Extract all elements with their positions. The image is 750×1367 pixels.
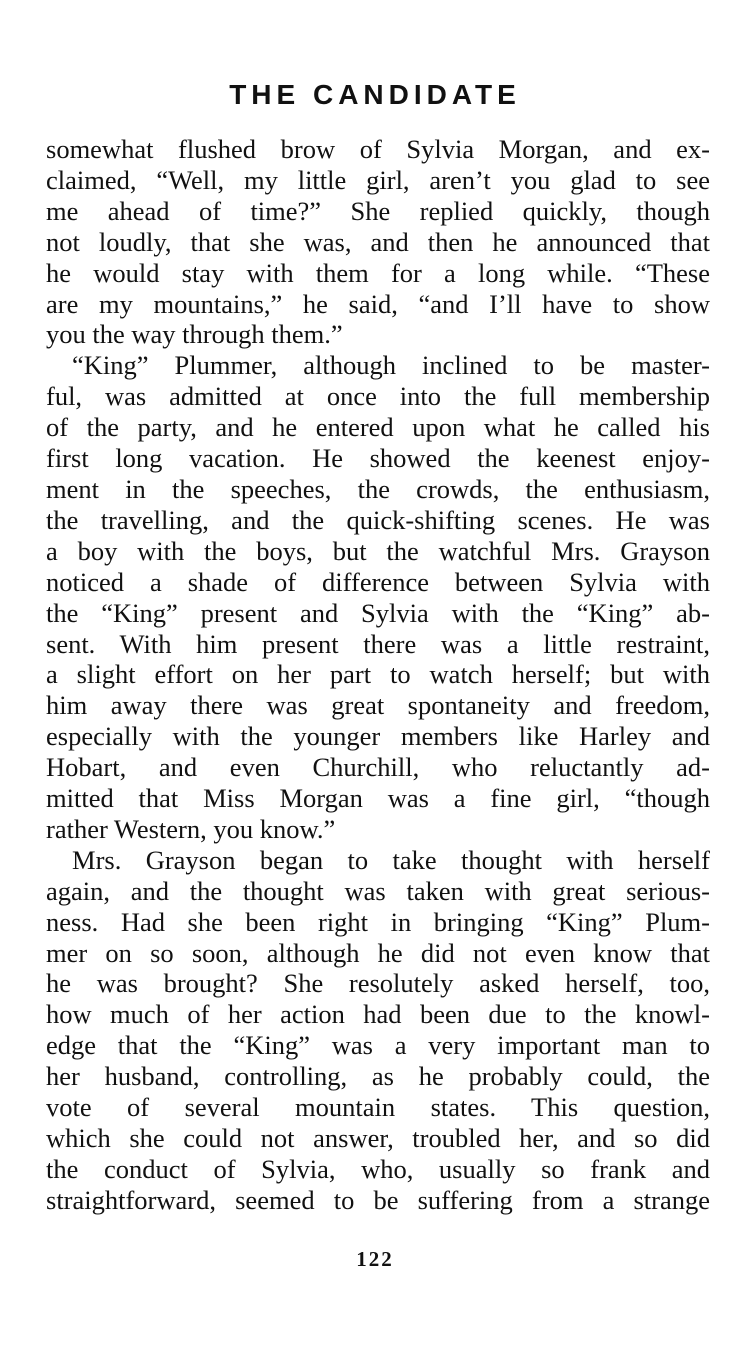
running-head: THE CANDIDATE	[229, 79, 521, 110]
text-line: which she could not answer, troubled her, and so did	[46, 1123, 710, 1153]
text-line: him away there was great spontaneity and freedom,	[46, 690, 710, 721]
text-line: of the party, and he entered upon what he called his	[46, 412, 710, 443]
text-line: me ahead of time?” She replied quickly, though	[46, 195, 710, 226]
text-line: a slight effort on her part to watch herself; but with	[46, 659, 710, 690]
text-line: are my mountains,” he said, “and I’ll have to show	[46, 288, 710, 319]
text-line: edge that the “King” was a very important man to	[46, 1030, 710, 1061]
text-line: again, and the thought was taken with great serious-	[46, 875, 710, 906]
page-number: 122	[356, 1247, 394, 1271]
text-line: he would stay with them for a long while. “These	[46, 257, 710, 288]
text-line: the conduct of Sylvia, who, usually so frank and	[46, 1153, 710, 1184]
text-line: ful, was admitted at once into the full membership	[46, 381, 710, 412]
text-line: mitted that Miss Morgan was a fine girl, “though	[46, 783, 710, 814]
text-line: especially with the younger members like Harley and	[46, 721, 710, 752]
text-line: Mrs. Grayson began to take thought with herself	[72, 844, 710, 875]
text-line: not loudly, that she was, and then he announced that	[46, 226, 710, 257]
text-line: somewhat flushed brow of Sylvia Morgan, and ex-	[46, 134, 710, 164]
text-line: first long vacation. He showed the keenest enjoy-	[46, 443, 710, 474]
text-line: straightforward, seemed to be suffering from a strange	[46, 1184, 710, 1215]
text-line: ness. Had she been right in bringing “King” Plum-	[46, 906, 710, 937]
text-line: he was brought? She resolutely asked herself, too,	[46, 968, 710, 999]
text-line: rather Western, you know.”	[46, 813, 336, 844]
text-line: mer on so soon, although he did not even know that	[46, 937, 710, 968]
text-line: Hobart, and even Churchill, who reluctantly ad-	[46, 752, 710, 783]
text-line: noticed a shade of difference between Sylvia with	[46, 566, 710, 597]
text-line: her husband, controlling, as he probably could, the	[46, 1061, 710, 1092]
text-line: “King” Plummer, although inclined to be master-	[72, 350, 710, 381]
text-line: vote of several mountain states. This question,	[46, 1092, 710, 1123]
text-line: the “King” present and Sylvia with the “King” ab-	[46, 597, 710, 628]
text-line: a boy with the boys, but the watchful Mrs. Grayson	[46, 535, 710, 566]
text-line: ment in the speeches, the crowds, the enthusiasm,	[46, 473, 710, 504]
paragraph	[46, 845, 710, 1216]
paragraph	[46, 350, 710, 845]
text-line: how much of her action had been due to the knowl-	[46, 999, 710, 1030]
body-text	[46, 134, 710, 1216]
text-line: you the way through them.”	[46, 319, 343, 350]
text-line: sent. With him present there was a little restraint,	[46, 628, 710, 659]
text-line: the travelling, and the quick-shifting scenes. He was	[46, 504, 710, 535]
text-line: claimed, “Well, my little girl, aren’t you glad to see	[46, 164, 710, 195]
paragraph	[46, 134, 710, 350]
